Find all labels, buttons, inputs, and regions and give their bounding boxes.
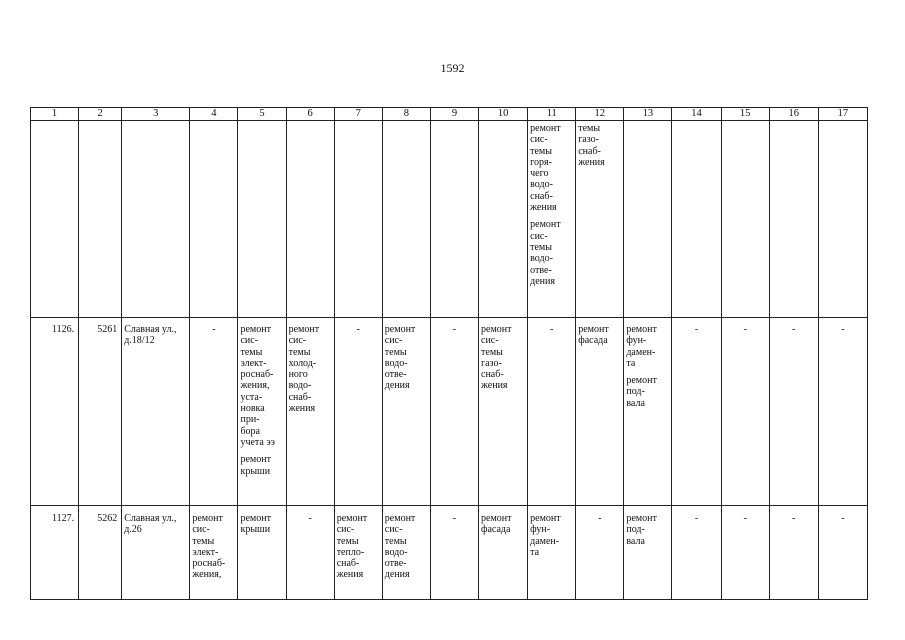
row-number: 1127.: [31, 506, 79, 600]
cell-line: ремонт: [626, 324, 657, 335]
work-item: [481, 513, 525, 536]
work-item: [385, 513, 428, 581]
table-cell: [479, 121, 528, 318]
cell-line: снаб-: [336, 558, 360, 570]
cell-line: бора: [240, 425, 260, 437]
cell-line: ремонт: [384, 324, 416, 335]
table-cell: [79, 121, 122, 318]
empty-mark: -: [818, 318, 867, 506]
cell-line: газо-: [578, 134, 599, 146]
cell-line: та: [530, 546, 540, 558]
object-code: 5262: [79, 506, 122, 600]
table-cell: [31, 121, 79, 318]
cell-line: водо-: [530, 253, 553, 265]
column-header: 3: [122, 108, 190, 121]
cell-line: под-: [626, 386, 645, 398]
cell-line: роснаб-: [240, 369, 274, 381]
work-cell: [334, 506, 382, 600]
cell-line: газо-: [481, 357, 502, 369]
work-item: [240, 324, 283, 448]
cell-line: элект-: [192, 546, 219, 558]
cell-line: жения: [481, 380, 508, 392]
column-header: 11: [528, 108, 576, 121]
cell-line: отве-: [384, 558, 407, 570]
column-header: 14: [672, 108, 721, 121]
work-cell: [528, 506, 576, 600]
work-cell: [528, 121, 576, 318]
work-cell: [576, 318, 624, 506]
work-cell: [190, 506, 238, 600]
work-cell: [382, 318, 430, 506]
work-item: [337, 513, 380, 581]
cell-line: крыши: [240, 465, 271, 477]
work-item: [240, 513, 283, 536]
work-cell: [238, 506, 286, 600]
work-item: [578, 123, 621, 168]
cell-line: ремонт: [240, 324, 271, 335]
work-cell: [238, 318, 286, 506]
column-header: 1: [31, 108, 79, 121]
cell-line: ремонт: [481, 513, 512, 524]
cell-line: вала: [626, 397, 645, 409]
cell-line: сис-: [240, 335, 259, 347]
cell-line: водо-: [384, 357, 408, 369]
cell-line: под-: [626, 524, 645, 536]
cell-line: ремонт: [578, 324, 609, 335]
cell-line: ремонт: [626, 513, 657, 524]
page-number: 1592: [440, 61, 465, 75]
cell-line: ремонт: [530, 123, 561, 134]
cell-line: дения: [384, 569, 410, 581]
cell-line: сис-: [192, 524, 210, 536]
cell-line: сис-: [336, 524, 355, 536]
cell-line: ремонт: [240, 454, 271, 466]
table-cell: [382, 121, 430, 318]
cell-line: дения: [384, 380, 410, 392]
work-item: [530, 123, 573, 213]
cell-line: дения: [530, 275, 555, 287]
column-header: 5: [238, 108, 286, 121]
cell-line: сис-: [384, 524, 403, 536]
work-cell: [624, 318, 672, 506]
work-item: [578, 324, 621, 347]
table-cell: [430, 121, 478, 318]
cell-line: ремонт: [384, 513, 416, 524]
repair-schedule-table: [30, 107, 868, 600]
cell-line: ремонт: [288, 324, 320, 335]
column-header: 12: [576, 108, 624, 121]
cell-line: темы: [384, 535, 407, 547]
cell-line: фун-: [530, 524, 551, 536]
cell-line: та: [626, 357, 636, 369]
cell-line: жения,: [192, 569, 222, 581]
table-cell: [624, 121, 672, 318]
empty-mark: -: [672, 318, 721, 506]
column-header: 7: [334, 108, 382, 121]
cell-line: водо-: [288, 380, 312, 392]
table-cell: [721, 121, 769, 318]
table-row-1126: [31, 318, 868, 506]
work-cell: [286, 318, 334, 506]
table-row-1127: [31, 506, 868, 600]
column-header: 4: [190, 108, 238, 121]
column-header: 17: [818, 108, 867, 121]
empty-mark: -: [818, 506, 867, 600]
work-cell: [576, 121, 624, 318]
empty-mark: -: [430, 318, 478, 506]
column-header: 16: [769, 108, 818, 121]
column-header: 2: [79, 108, 122, 121]
empty-mark: -: [721, 318, 769, 506]
cell-line: ремонт: [530, 513, 561, 524]
cell-line: учета ээ: [240, 436, 275, 448]
column-header: 13: [624, 108, 672, 121]
cell-line: фасада: [481, 524, 511, 536]
table-row-continuation: [31, 121, 868, 318]
cell-line: д.18/12: [124, 335, 155, 347]
column-header: 15: [721, 108, 769, 121]
cell-line: темы: [530, 145, 552, 157]
table-cell: [672, 121, 721, 318]
column-number-row: [31, 108, 868, 121]
empty-mark: -: [286, 506, 334, 600]
work-item: [626, 375, 669, 409]
empty-mark: -: [769, 506, 818, 600]
column-header: 6: [286, 108, 334, 121]
work-item: [240, 454, 283, 477]
cell-line: элект-: [240, 357, 267, 369]
cell-line: Славная ул.,: [124, 513, 177, 524]
empty-mark: -: [430, 506, 478, 600]
cell-line: холод-: [288, 357, 317, 369]
cell-line: при-: [240, 414, 260, 426]
column-header: 9: [430, 108, 478, 121]
cell-line: ремонт: [336, 513, 368, 524]
work-item: [289, 324, 332, 414]
cell-line: водо-: [384, 546, 408, 558]
table-cell: [190, 121, 238, 318]
cell-line: водо-: [530, 179, 553, 191]
empty-mark: -: [528, 318, 576, 506]
table-cell: [769, 121, 818, 318]
address-cell: [122, 506, 190, 600]
table-cell: [238, 121, 286, 318]
cell-line: жения: [530, 202, 557, 214]
work-cell: [479, 318, 528, 506]
cell-line: жения: [336, 569, 364, 581]
empty-mark: -: [769, 318, 818, 506]
cell-line: отве-: [384, 369, 407, 381]
empty-mark: -: [721, 506, 769, 600]
cell-line: д.26: [124, 524, 142, 536]
work-item: [530, 513, 573, 558]
cell-line: снаб-: [530, 190, 553, 202]
cell-line: тепло-: [336, 546, 365, 558]
cell-line: ремонт: [240, 513, 271, 524]
cell-line: жения,: [240, 380, 270, 392]
cell-line: сис-: [530, 230, 548, 242]
row-number: 1126.: [31, 318, 79, 506]
cell-line: отве-: [530, 264, 552, 276]
cell-line: горя-: [530, 156, 552, 168]
cell-line: ремонт: [481, 324, 512, 335]
cell-line: Славная ул.,: [124, 324, 177, 335]
cell-line: темы: [578, 123, 601, 134]
object-code: 5261: [79, 318, 122, 506]
table-cell: [334, 121, 382, 318]
work-cell: [624, 506, 672, 600]
address-cell: [122, 318, 190, 506]
cell-line: чего: [530, 168, 549, 180]
work-cell: [382, 506, 430, 600]
cell-line: снаб-: [578, 145, 601, 157]
cell-line: дамен-: [626, 346, 656, 358]
cell-line: темы: [192, 535, 215, 547]
cell-line: сис-: [384, 335, 403, 347]
cell-line: темы: [384, 346, 407, 358]
cell-line: фасада: [578, 335, 608, 347]
cell-line: роснаб-: [192, 558, 226, 570]
cell-line: темы: [530, 241, 552, 253]
cell-line: ремонт: [530, 219, 561, 231]
cell-line: сис-: [530, 134, 548, 146]
cell-line: фун-: [626, 335, 647, 347]
cell-line: ремонт: [192, 513, 223, 524]
work-item: [481, 324, 525, 392]
cell-line: темы: [481, 346, 503, 358]
cell-line: снаб-: [481, 369, 504, 381]
work-cell: [479, 506, 528, 600]
empty-mark: -: [672, 506, 721, 600]
work-item: [192, 513, 235, 581]
cell-line: жения: [578, 156, 605, 168]
work-item: [626, 513, 669, 547]
cell-line: крыши: [240, 524, 271, 536]
empty-mark: -: [190, 318, 238, 506]
empty-mark: -: [334, 318, 382, 506]
table-cell: [122, 121, 190, 318]
table-cell: [818, 121, 867, 318]
column-header: 8: [382, 108, 430, 121]
cell-line: темы: [288, 346, 311, 358]
table-cell: [286, 121, 334, 318]
column-header: 10: [479, 108, 528, 121]
empty-mark: -: [576, 506, 624, 600]
cell-line: сис-: [481, 335, 499, 347]
work-item: [385, 324, 428, 392]
cell-line: темы: [336, 535, 359, 547]
work-item: [530, 219, 573, 287]
cell-line: вала: [626, 535, 645, 547]
cell-line: дамен-: [530, 535, 560, 547]
work-item: [626, 324, 669, 369]
cell-line: ного: [288, 369, 308, 381]
cell-line: уста-: [240, 391, 263, 403]
cell-line: новка: [240, 403, 265, 415]
cell-line: снаб-: [288, 391, 312, 403]
cell-line: ремонт: [626, 375, 657, 387]
cell-line: сис-: [288, 335, 307, 347]
cell-line: жения: [288, 403, 316, 415]
cell-line: темы: [240, 346, 263, 358]
